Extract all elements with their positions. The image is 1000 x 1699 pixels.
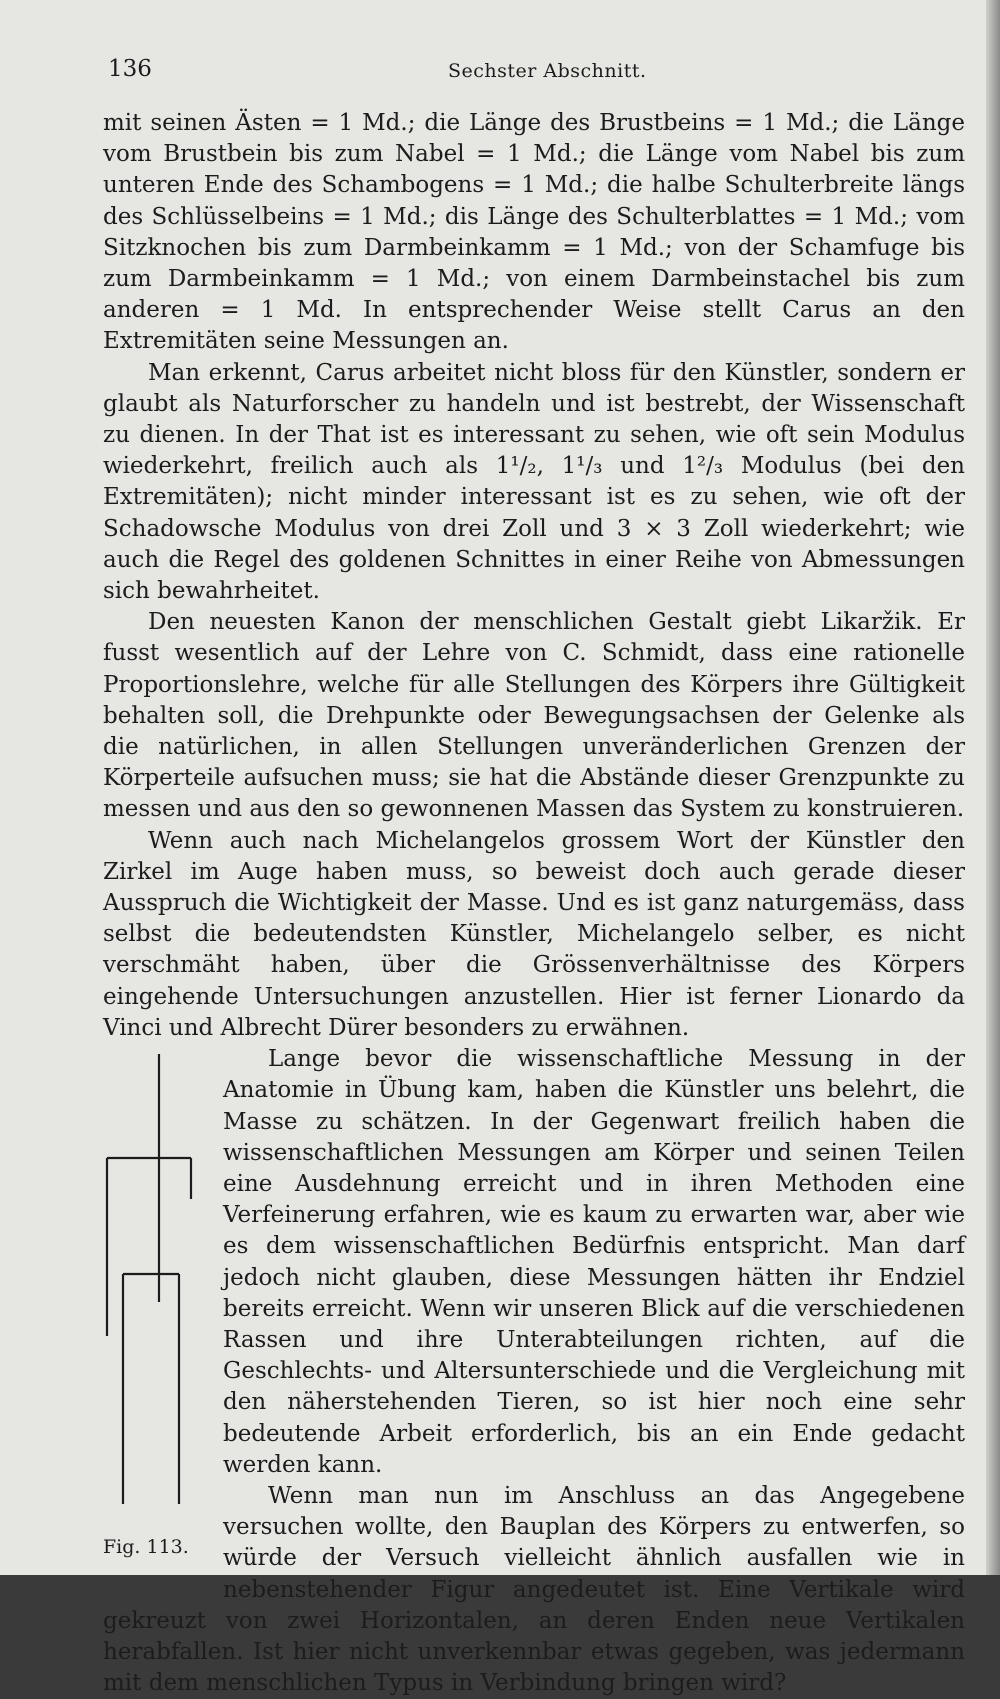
page-number: 136 (108, 56, 152, 82)
paragraph-2: Man erkennt, Carus arbeitet nicht bloss für den Künstler, sondern er glaubt als Naturforscher zu handeln und ist bestrebt, der Wissenschaft zu dienen. In der That ist es interessant zu sehen, wie oft sein Modulus wiederkehrt, freilich auch als 1¹/₂, 1¹/₃ und 1²/₃ Modulus (bei den Extremitäten); nicht minder interessant ist es zu sehen, wie oft der Schadowsche Modulus von drei Zoll und 3 × 3 Zoll wiederkehrt; wie auch die Regel des goldenen Schnittes in einer Reihe von Abmessungen sich bewahrheitet. (103, 359, 965, 605)
paragraph-6: Wenn man nun im Anschluss an das Angegebene versuchen wollte, den Bauplan des Körpers zu entwerfen, so würde der Versuch vielleicht ähnlich ausfallen wie in nebenstehender Figur angedeutet ist. Eine Vertikale wird gekreuzt von zwei Horizontalen, an deren Enden neue Vertikalen herabfallen. Ist hier nicht unverkennbar etwas gegeben, was jedermann mit dem menschlichen Typus in Verbindung bringen wird? (103, 1482, 965, 1697)
body-plan-diagram (103, 1054, 221, 1590)
figure-caption: Fig. 113. (103, 1536, 189, 1559)
running-head: Sechster Abschnitt. (448, 60, 647, 82)
paragraph-3: Den neuesten Kanon der menschlichen Gestalt giebt Likaržik. Er fusst wesentlich auf der Lehre von C. Schmidt, dass eine rationelle Proportionslehre, welche für alle Stellungen des Körpers ihre Gültigkeit behalten soll, die Drehpunkte oder Bewegungsachsen der Gelenke als die natürlichen, in allen Stellungen unveränderlichen Grenzen der Körperteile aufsuchen muss; sie hat die Abstände dieser Grenzpunkte zu messen und aus den so gewonnenen Massen das System zu konstruieren. (103, 609, 965, 823)
paragraph-5: Lange bevor die wissenschaftliche Messung in der Anatomie in Übung kam, haben die Künstler uns belehrt, die Masse zu schätzen. In der Gegenwart freilich haben die wissenschaftlichen Messungen am Körper und seinen Teilen eine Ausdehnung erreicht und in ihren Methoden eine Verfeinerung erfahren, wie es kaum zu erwarten war, aber wie es dem wissenschaftlichen Bedürfnis entspricht. Man darf jedoch nicht glauben, diese Messungen hätten ihr Endziel bereits erreicht. Wenn wir unseren Blick auf die verschiedenen Rassen und ihre Unterabteilungen richten, auf die Geschlechts- und Altersunterschiede und die Vergleichung mit den näherstehenden Tieren, so ist hier noch eine sehr bedeutende Arbeit erforderlich, bis an ein Ende gedacht werden kann. (223, 1046, 965, 1478)
figure-113 (103, 1054, 221, 1590)
paragraph-1: mit seinen Ästen = 1 Md.; die Länge des Brustbeins = 1 Md.; die Länge vom Brustbein bis zum Nabel = 1 Md.; die Länge vom Nabel bis zum unteren Ende des Schambogens = 1 Md.; die halbe Schulterbreite längs des Schlüsselbeins = 1 Md.; dis Länge des Schulterblattes = 1 Md.; vom Sitzknochen bis zum Darmbeinkamm = 1 Md.; von der Schamfuge bis zum Darmbeinkamm = 1 Md.; von einem Darmbeinstachel bis zum anderen = 1 Md. In entsprechender Weise stellt Carus an den Extremitäten seine Messungen an. (103, 110, 965, 355)
paragraph-4: Wenn auch nach Michelangelos grossem Wort der Künstler den Zirkel im Auge haben muss, so beweist doch auch gerade dieser Ausspruch die Wichtigkeit der Masse. Und es ist ganz naturgemäss, dass selbst die bedeutendsten Künstler, Michelangelo selber, es nicht verschmäht haben, über die Grössenverhältnisse des Körpers eingehende Untersuchungen anzustellen. Hier ist ferner Lionardo da Vinci und Albrecht Dürer besonders zu erwähnen. (103, 827, 965, 1041)
page-edge-shadow (986, 0, 1000, 1575)
page-header (108, 56, 966, 88)
figure-text-wrap (103, 1044, 965, 1699)
body-text (103, 108, 965, 1699)
